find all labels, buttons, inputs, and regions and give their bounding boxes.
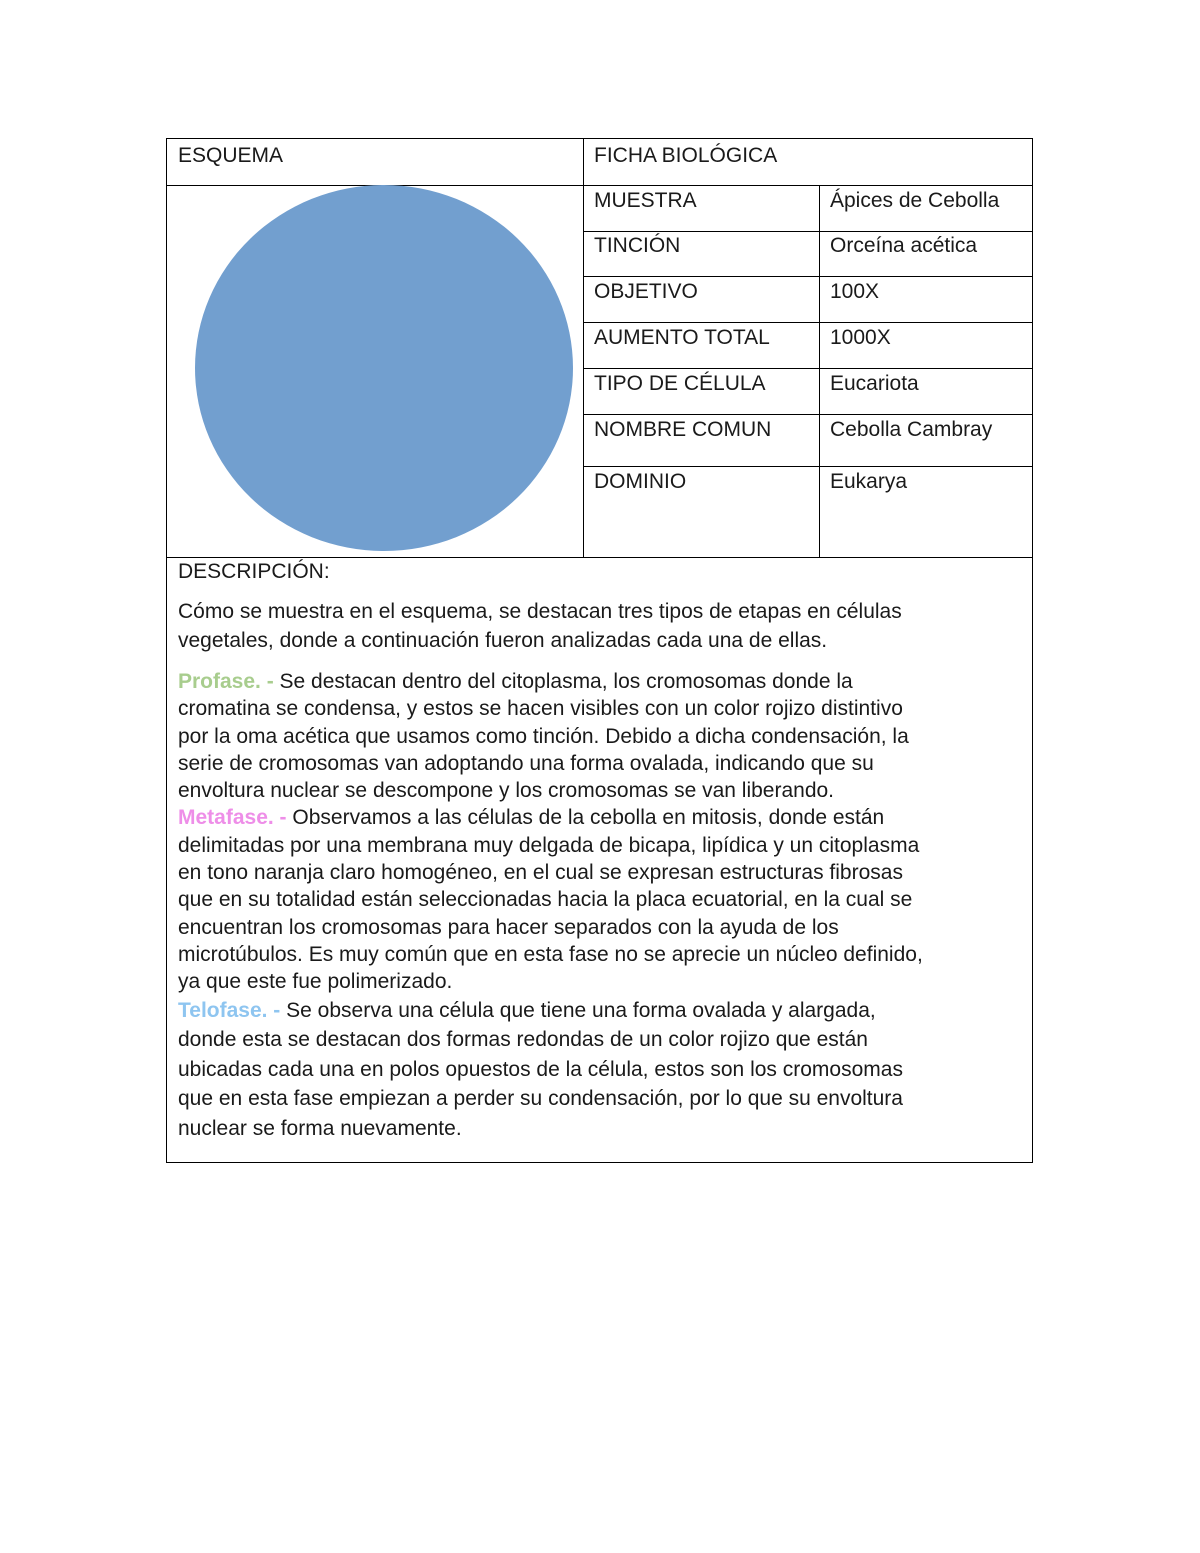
ficha-value-tipo-celula: Eucariota: [830, 372, 919, 395]
esquema-header: ESQUEMA: [178, 144, 284, 167]
ficha-row-divider: [583, 414, 1032, 415]
phase-line: delimitadas por una membrana muy delgada de bicapa, lipídica y un citoplasma: [178, 833, 920, 857]
phase-line: serie de cromosomas van adoptando una forma ovalada, indicando que su: [178, 751, 874, 775]
phase-line: encuentran los cromosomas para hacer separados con la ayuda de los: [178, 915, 839, 939]
ficha-row-divider: [583, 368, 1032, 369]
phase-line: ya que este fue polimerizado.: [178, 970, 453, 994]
phase-line: cromatina se condensa, y estos se hacen visibles con un color rojizo distintivo: [178, 697, 903, 721]
phase-line: por la oma acética que usamos como tinción. Debido a dicha condensación, la: [178, 724, 909, 748]
ficha-value-tincion: Orceína acética: [830, 234, 978, 257]
phase-line: Se destacan dentro del citoplasma, los cromosomas donde la: [273, 670, 853, 693]
description-section: [178, 559, 1026, 1143]
ficha-row-divider: [583, 231, 1032, 232]
ficha-header: FICHA BIOLÓGICA: [594, 144, 778, 167]
ficha-label-tincion: TINCIÓN: [594, 234, 681, 257]
column-divider-main: [583, 139, 584, 557]
phase-line: microtúbulos. Es muy común que en esta fase no se aprecie un núcleo definido,: [178, 942, 923, 966]
description-intro: [178, 597, 1026, 655]
ficha-value-muestra: Ápices de Cebolla: [830, 189, 1000, 212]
description-label: DESCRIPCIÓN:: [178, 560, 330, 583]
ficha-value-aumento-total: 1000X: [830, 326, 891, 349]
column-divider-ficha: [819, 185, 820, 557]
phase-metafase: [178, 804, 1026, 995]
phase-line: que en su totalidad están seleccionadas hacia la placa ecuatorial, en la cual se: [178, 888, 913, 912]
ficha-row-divider: [583, 322, 1032, 323]
ficha-label-tipo-celula: TIPO DE CÉLULA: [594, 372, 766, 395]
phase-line: que en esta fase empiezan a perder su condensación, por lo que su envoltura: [178, 1087, 903, 1111]
ficha-row-divider: [583, 466, 1032, 467]
phase-line: Observamos a las células de la cebolla en mitosis, donde están: [286, 806, 885, 830]
phase-line: ubicadas cada una en polos opuestos de la célula, estos son los cromosomas: [178, 1057, 903, 1081]
phase-line: envoltura nuclear se descompone y los cromosomas se van liberando.: [178, 779, 835, 803]
ficha-value-nombre-comun: Cebolla Cambray: [830, 418, 993, 441]
phase-line: Se observa una célula que tiene una forma ovalada y alargada,: [280, 998, 876, 1022]
phase-line: en tono naranja claro homogéneo, en el cual se expresan estructuras fibrosas: [178, 861, 903, 885]
phase-name-telofase: Telofase. -: [178, 998, 281, 1022]
phase-profase: [178, 668, 1026, 804]
phase-line: nuclear se forma nuevamente.: [178, 1116, 462, 1140]
biological-record-table: [166, 138, 1033, 1163]
phase-name-profase: Profase. -: [178, 670, 274, 693]
ficha-label-objetivo: OBJETIVO: [594, 280, 698, 303]
ficha-value-objetivo: 100X: [830, 280, 880, 303]
ficha-row-divider: [583, 276, 1032, 277]
ficha-label-dominio: DOMINIO: [594, 470, 687, 493]
intro-line: Cómo se muestra en el esquema, se destacan tres tipos de etapas en células: [178, 600, 902, 623]
phase-name-metafase: Metafase. -: [178, 806, 287, 830]
ficha-label-muestra: MUESTRA: [594, 189, 697, 212]
phase-line: donde esta se destacan dos formas redondas de un color rojizo que están: [178, 1028, 868, 1052]
description-row-divider: [167, 557, 1032, 558]
ficha-label-aumento-total: AUMENTO TOTAL: [594, 326, 770, 349]
phase-telofase: [178, 996, 1026, 1144]
intro-line: vegetales, donde a continuación fueron analizadas cada una de ellas.: [178, 629, 828, 652]
cell-diagram-circle: [195, 185, 573, 551]
ficha-label-nombre-comun: NOMBRE COMUN: [594, 418, 772, 441]
ficha-value-dominio: Eukarya: [830, 470, 908, 493]
header-row-divider: [167, 185, 1032, 186]
